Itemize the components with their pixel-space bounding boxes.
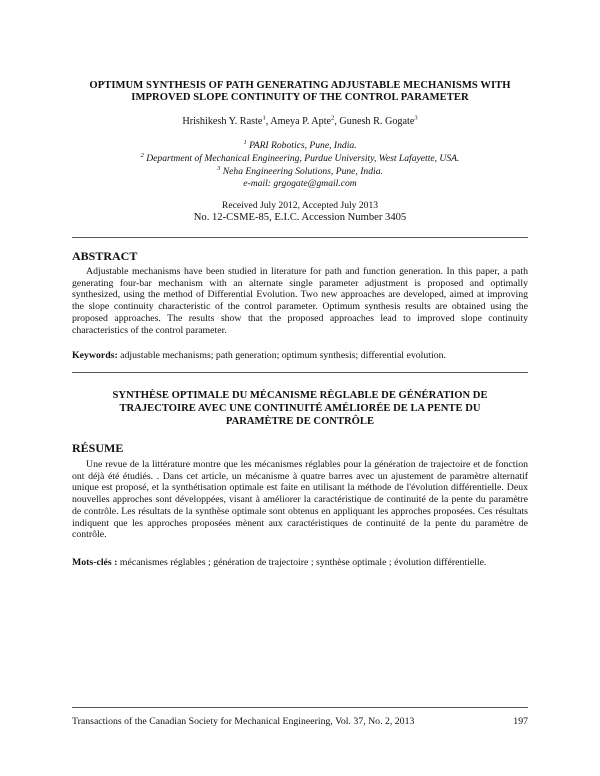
accession-number: No. 12-CSME-85, E.I.C. Accession Number 3405 <box>193 212 407 223</box>
journal-citation: Transactions of the Canadian Society for Mechanical Engineering, Vol. 37, No. 2, 2013 <box>72 716 415 727</box>
affiliation-2: $^2$ Department of Mechanical Engineering, Purdue University, West Lafayette, USA. <box>140 151 460 164</box>
page-number: 197 <box>513 716 528 727</box>
resume-heading: RÉSUME <box>72 441 124 455</box>
divider <box>72 707 528 708</box>
author-name: Ameya P. Apte <box>270 116 332 127</box>
author-email: e-mail: grgogate@gmail.com <box>243 178 357 189</box>
divider <box>72 372 528 373</box>
affiliation-superscript: 2 <box>140 151 144 159</box>
affiliation-3: $^3$ Neha Engineering Solutions, Pune, India. <box>217 164 383 177</box>
keywords-text: adjustable mechanisms; path generation; optimum synthesis; differential evolution. <box>117 350 446 361</box>
received-dates: Received July 2012, Accepted July 2013 <box>221 200 379 211</box>
paper-title: OPTIMUM SYNTHESIS OF PATH GENERATING ADJUSTABLE MECHANISMS WITH IMPROVED SLOPE CONTINUITY OF THE CONTROL PARAMETER <box>89 80 511 103</box>
author-superscript: 3 <box>414 114 418 122</box>
mots-cles-text: mécanismes réglables ; génération de trajectoire ; synthèse optimale ; évolution différentielle. <box>117 557 487 568</box>
mots-cles <box>72 557 528 569</box>
author-name: Hrishikesh Y. Raste <box>182 116 263 127</box>
author-superscript: 2 <box>331 114 335 122</box>
abstract-heading: ABSTRACT <box>72 249 138 263</box>
footer <box>72 716 528 727</box>
resume-text: Une revue de la littérature montre que les mécanismes réglables pour la génération de trajectoire et de fonction ont déjà été étudiés. . Dans cet article, un mécanisme à quatre barres avec un ajustement de paramètre alternatif unique est proposé, et la synthétisation optimale est faite en utilisant la méthode de l'évolution différentielle. Deux nouvelles approches sont développées, visant à améliorer la caractéristique de continuité de la pente du paramètre de contrôle. Les résultats de la synthèse optimale sont obtenus en appliquant les approches proposées. Ces résultats indiquent que les approches proposées mènent aux caractéristiques de continuité de la pente du paramètre de contrôle. <box>72 459 528 541</box>
keywords <box>72 350 528 362</box>
affiliation-superscript: 3 <box>217 164 221 172</box>
author-name: Gunesh R. Gogate <box>339 116 415 127</box>
mots-cles-label: Mots-clés : <box>72 557 118 568</box>
author-list: Hrishikesh Y. Raste$^1$, Ameya P. Apte$^2$, Gunesh R. Gogate$^3$ <box>182 114 418 127</box>
keywords-label: Keywords: <box>72 350 118 361</box>
affiliation-superscript: 1 <box>243 138 247 146</box>
abstract-text: Adjustable mechanisms have been studied in literature for path and function generation. In this paper, a path generating four-bar mechanism with an alternate single parameter adjustment is proposed and optimally synthesized, using the method of Differential Evolution. Two new approaches are developed, aimed at improving the slope continuity characteristic of the control parameter. Optimum synthesis results are obtained using the proposed approaches. The results show that the proposed approaches lead to improved slope continuity characteristics of the control parameter. <box>72 266 528 336</box>
affiliation-1: $^1$ PARI Robotics, Pune, India. <box>243 138 357 151</box>
author-superscript: 1 <box>262 114 266 122</box>
french-title: SYNTHÈSE OPTIMALE DU MÉCANISME RÈGLABLE DE GÉNÉRATION DE TRAJECTOIRE AVEC UNE CONTINUITÉ AMÉLIORÉE DE LA PENTE DU PARAMÈTRE DE CONTRÔLE <box>112 390 488 428</box>
divider <box>72 237 528 238</box>
